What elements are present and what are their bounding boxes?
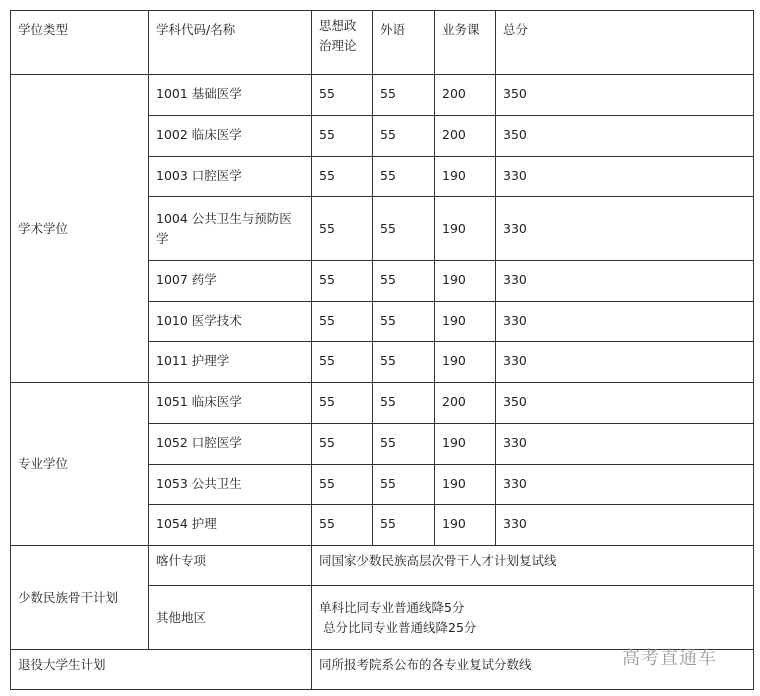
total-score: 330 (496, 197, 754, 261)
academic-degree-label: 学术学位 (11, 75, 149, 383)
foreign-score: 55 (373, 342, 435, 383)
total-score: 330 (496, 261, 754, 302)
foreign-score: 55 (373, 302, 435, 342)
table-row (11, 546, 754, 586)
other-region-value (312, 586, 754, 650)
subject-name (149, 197, 312, 261)
major-score: 190 (435, 342, 496, 383)
subject-name: 1002 临床医学 (149, 116, 312, 157)
header-row (11, 11, 754, 75)
subject-name-line1: 1004 公共卫生与预防医 (156, 210, 292, 226)
major-score: 200 (435, 116, 496, 157)
foreign-score: 55 (373, 383, 435, 424)
subject-name: 1052 口腔医学 (149, 424, 312, 465)
foreign-score: 55 (373, 157, 435, 197)
subject-name: 1051 临床医学 (149, 383, 312, 424)
total-score: 350 (496, 75, 754, 116)
politics-score: 55 (312, 157, 373, 197)
total-score: 330 (496, 424, 754, 465)
foreign-score: 55 (373, 505, 435, 546)
header-subject: 学科代码/名称 (149, 11, 312, 75)
politics-score: 55 (312, 465, 373, 505)
table-row (11, 383, 754, 424)
politics-score: 55 (312, 302, 373, 342)
subject-name-line2: 学 (156, 230, 169, 246)
other-region-line2: 总分比同专业普通线降25分 (323, 619, 477, 635)
major-score: 190 (435, 197, 496, 261)
header-politics (312, 11, 373, 75)
other-region-line1: 单科比同专业普通线降5分 (319, 599, 465, 615)
politics-score: 55 (312, 75, 373, 116)
kashi-value: 同国家少数民族高层次骨干人才计划复试线 (312, 546, 754, 586)
foreign-score: 55 (373, 465, 435, 505)
watermark: 高考直通车 (622, 648, 717, 669)
foreign-score: 55 (373, 424, 435, 465)
veteran-plan-label: 退役大学生计划 (11, 650, 312, 690)
major-score: 190 (435, 302, 496, 342)
major-score: 200 (435, 75, 496, 116)
total-score: 330 (496, 342, 754, 383)
major-score: 190 (435, 465, 496, 505)
foreign-score: 55 (373, 75, 435, 116)
total-score: 330 (496, 157, 754, 197)
foreign-score: 55 (373, 261, 435, 302)
professional-degree-label: 专业学位 (11, 383, 149, 546)
header-degree-type: 学位类型 (11, 11, 149, 75)
table-row (11, 75, 754, 116)
subject-name: 1003 口腔医学 (149, 157, 312, 197)
veteran-plan-value: 同所报考院系公布的各专业复试分数线 (312, 650, 754, 690)
header-major: 业务课 (435, 11, 496, 75)
major-score: 190 (435, 505, 496, 546)
score-table (10, 10, 754, 690)
politics-score: 55 (312, 197, 373, 261)
total-score: 350 (496, 383, 754, 424)
header-foreign: 外语 (373, 11, 435, 75)
total-score: 350 (496, 116, 754, 157)
total-score: 330 (496, 505, 754, 546)
foreign-score: 55 (373, 116, 435, 157)
total-score: 330 (496, 302, 754, 342)
header-total: 总分 (496, 11, 754, 75)
major-score: 190 (435, 261, 496, 302)
major-score: 190 (435, 424, 496, 465)
kashi-label: 喀什专项 (149, 546, 312, 586)
total-score: 330 (496, 465, 754, 505)
major-score: 190 (435, 157, 496, 197)
politics-score: 55 (312, 383, 373, 424)
subject-name: 1053 公共卫生 (149, 465, 312, 505)
subject-name: 1010 医学技术 (149, 302, 312, 342)
politics-score: 55 (312, 505, 373, 546)
politics-score: 55 (312, 116, 373, 157)
subject-name: 1007 药学 (149, 261, 312, 302)
politics-score: 55 (312, 261, 373, 302)
subject-name: 1001 基础医学 (149, 75, 312, 116)
minority-plan-label: 少数民族骨干计划 (11, 546, 149, 650)
other-region-label: 其他地区 (149, 586, 312, 650)
politics-score: 55 (312, 342, 373, 383)
header-politics-line1: 思想政 (319, 18, 357, 33)
major-score: 200 (435, 383, 496, 424)
politics-score: 55 (312, 424, 373, 465)
subject-name: 1054 护理 (149, 505, 312, 546)
foreign-score: 55 (373, 197, 435, 261)
header-politics-line2: 治理论 (319, 38, 357, 53)
subject-name: 1011 护理学 (149, 342, 312, 383)
